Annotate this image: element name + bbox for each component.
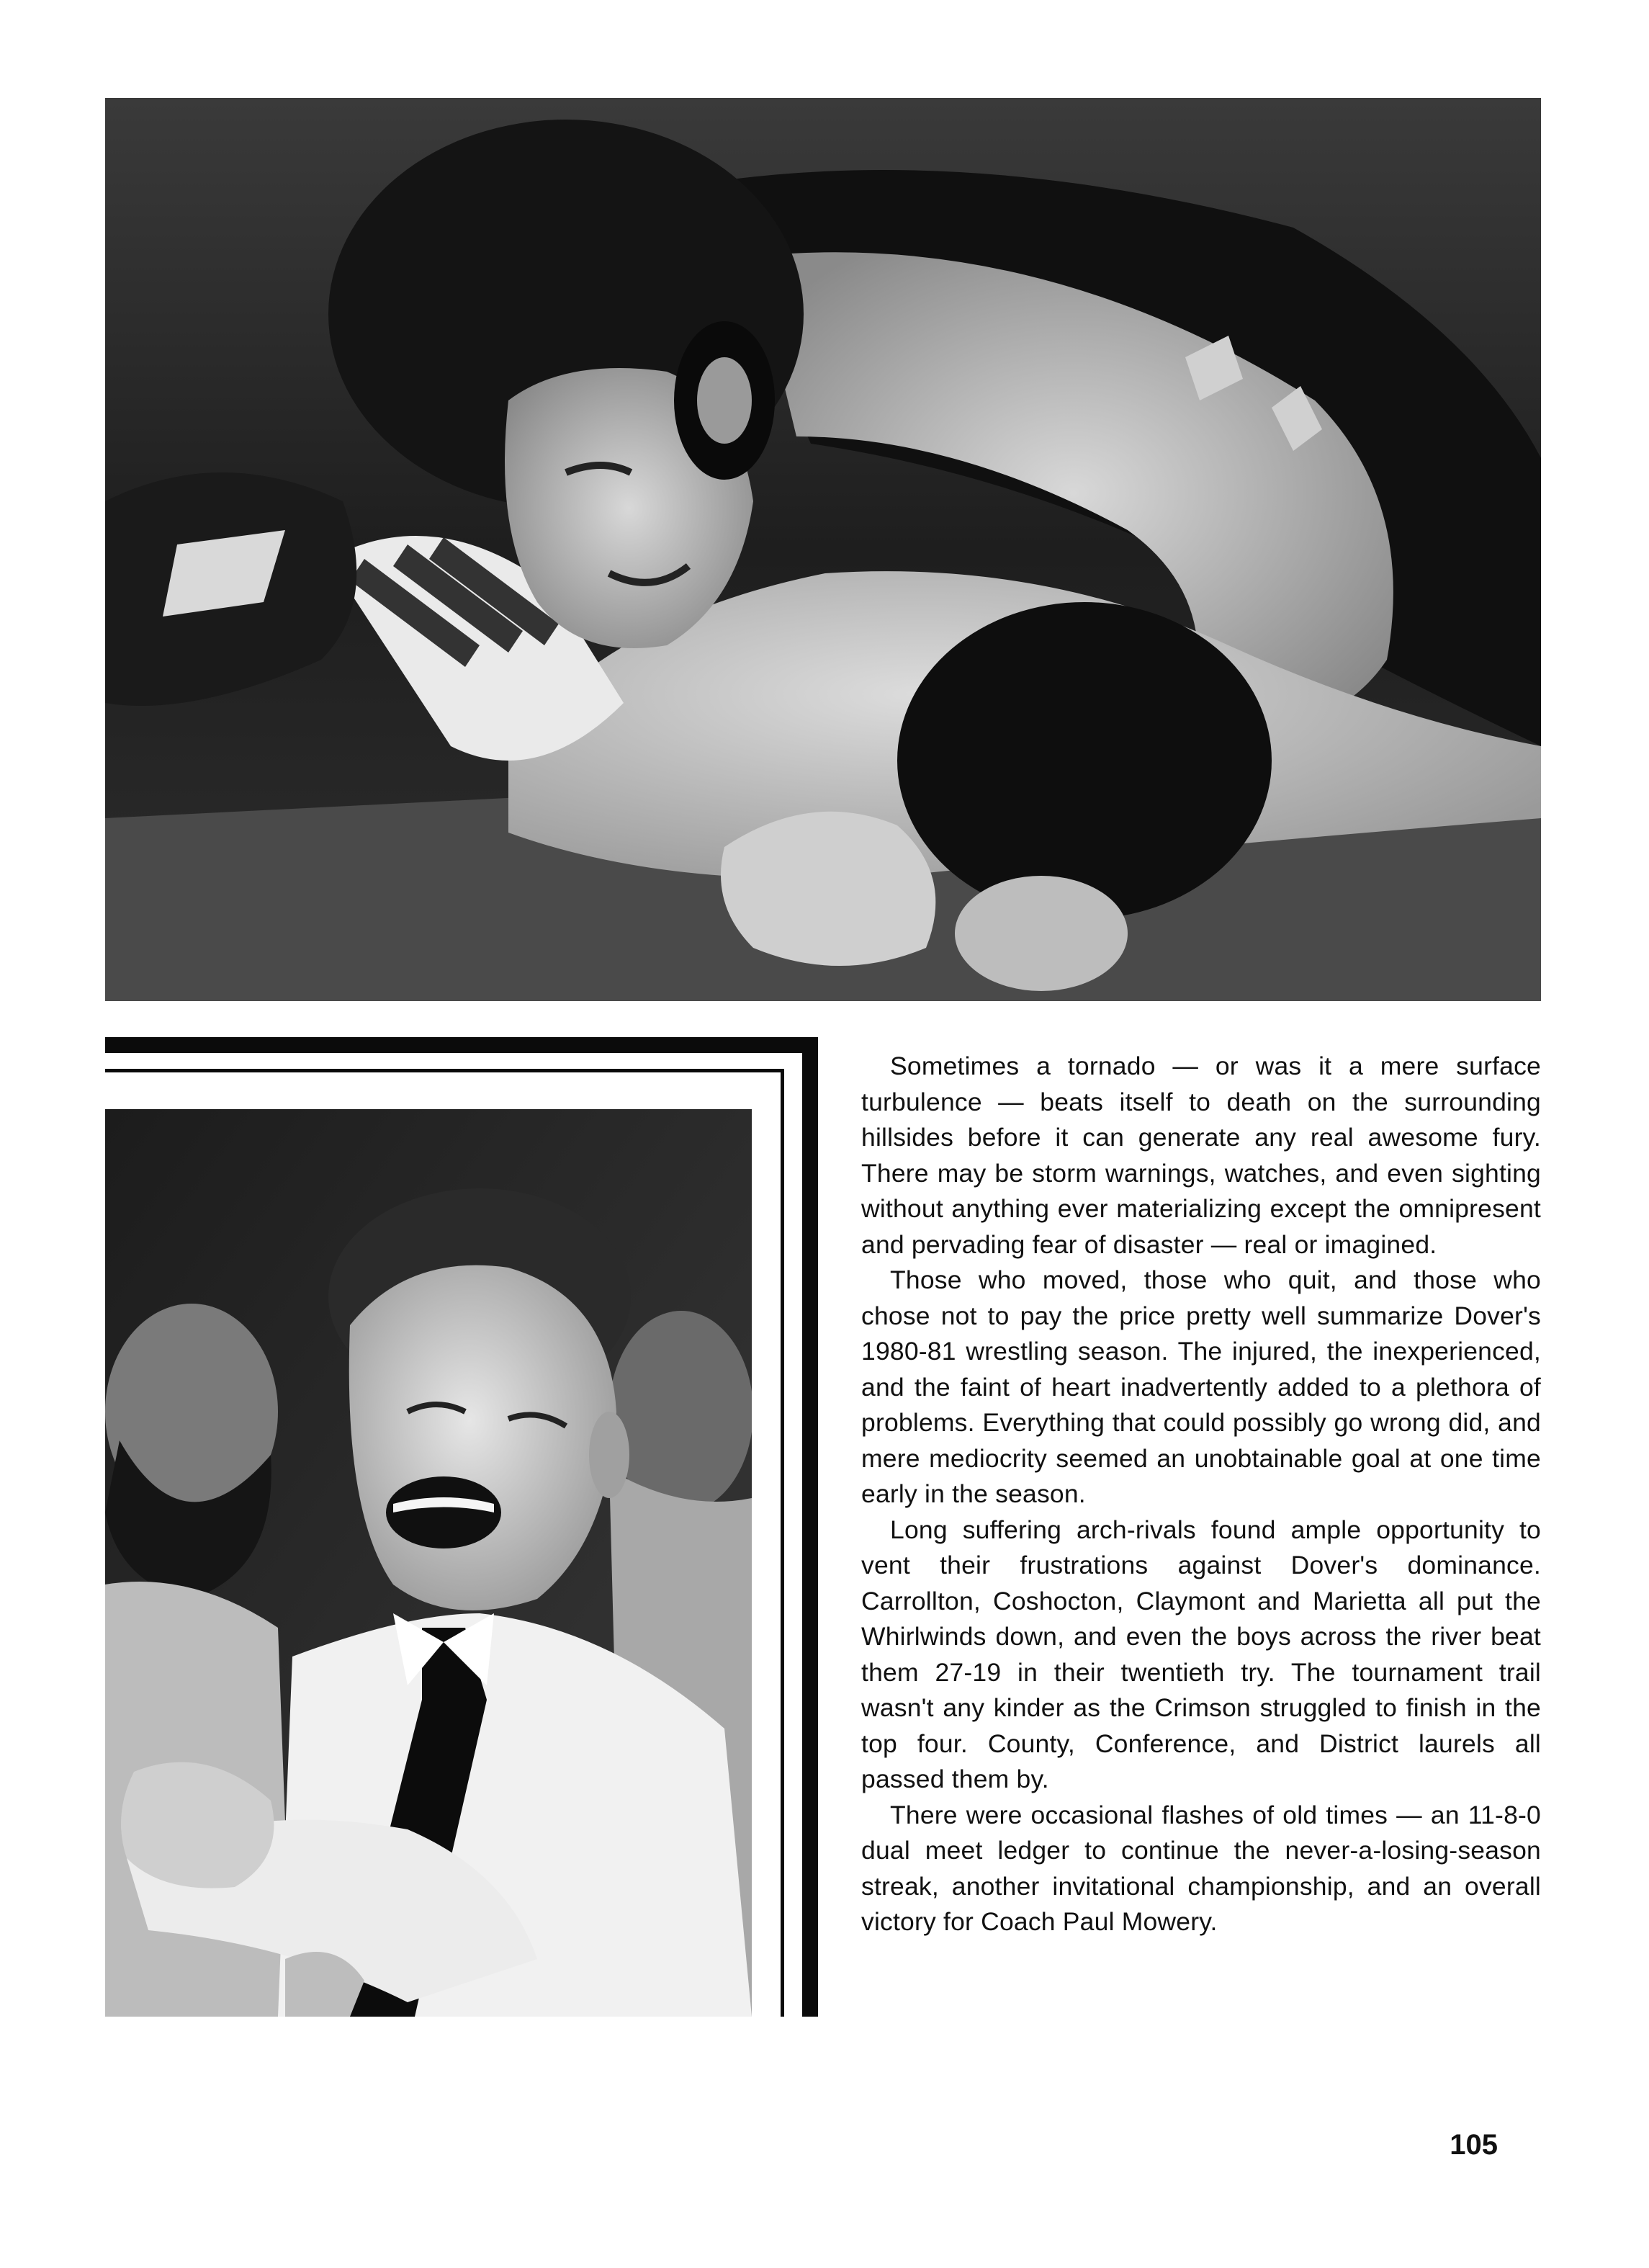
page-number: 105 [1450,2129,1498,2161]
frame-border-right-inner [781,1069,784,2017]
article-text [861,1049,1541,1940]
article-paragraph-4: There were occasional flashes of old times — an 11-8-0 dual meet ledger to continue the never-a-losing-season streak, another invitational championship, and an overall victory for Coach Paul Mowery. [861,1800,1541,1936]
frame-border-inner [105,1069,783,1072]
article-paragraph-2: Those who moved, those who quit, and those who chose not to pay the price pretty well summarize Dover's 1980-81 wrestling season. The injured, the inexperienced, and the faint of heart inadvertently added to a plethora of problems. Everything that could possibly go wrong did, and mere mediocrity seemed an unobtainable goal at one time early in the season. [861,1265,1541,1508]
article-paragraph-1: Sometimes a tornado — or was it a mere surface turbulence — beats itself to death on the surrounding hillsides before it can generate any real awesome fury. There may be storm warnings, watches, and even sighting without anything ever materializing except the omnipresent and pervading fear of disaster — real or imagined. [861,1052,1541,1259]
coach-cheering-photo [105,1109,752,2017]
frame-border-top [105,1037,818,1053]
article-paragraph-3: Long suffering arch-rivals found ample opportunity to vent their frustrations against Dover's dominance. Carrollton, Coshocton, Claymont and Marietta all put the Whirlwinds down, and even the boys across the river beat them 27-19 in their twentieth try. The tournament trail wasn't any kinder as the Crimson struggled to finish in the top four. County, Conference, and District laurels all passed them by. [861,1515,1541,1793]
frame-border-right [802,1037,818,2017]
wrestling-match-photo [105,98,1541,1001]
